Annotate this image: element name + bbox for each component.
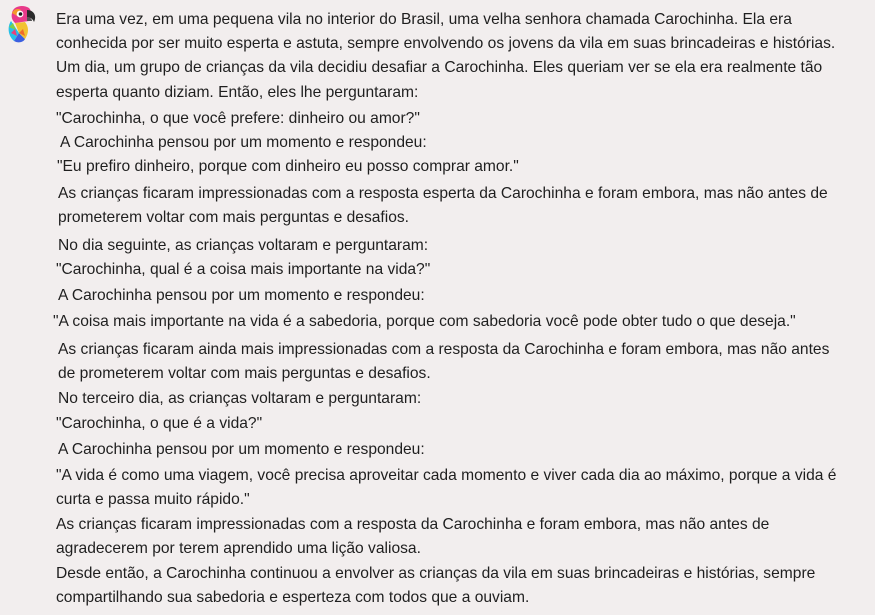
message-paragraph — [56, 513, 769, 561]
message-line: As crianças ficaram impressionadas com a resposta esperta da Carochinha e foram embora, mas não antes de — [58, 185, 828, 202]
message-line: "Carochinha, qual é a coisa mais importante na vida?" — [56, 261, 431, 278]
message-line: A Carochinha pensou por um momento e respondeu: — [58, 287, 425, 304]
message-paragraph — [58, 182, 828, 230]
message-line: agradecerem por terem aprendido uma lição valiosa. — [56, 540, 421, 558]
message-paragraph — [58, 338, 829, 386]
message-line: A Carochinha pensou por um momento e respondeu: — [60, 134, 427, 151]
message-line: "Carochinha, o que você prefere: dinheiro ou amor?" — [56, 110, 420, 127]
message-line: Era uma vez, em uma pequena vila no interior do Brasil, uma velha senhora chamada Carochinha. Ela era — [56, 11, 792, 28]
message-line: No dia seguinte, as crianças voltaram e perguntaram: — [58, 237, 429, 254]
message-line: "Carochinha, o que é a vida?" — [56, 415, 263, 432]
message-line: de prometerem voltar com mais perguntas e desafios. — [58, 365, 431, 383]
message-paragraph — [58, 234, 428, 258]
message-paragraph — [56, 562, 815, 610]
message-paragraph — [56, 412, 262, 436]
message-paragraph — [56, 8, 835, 105]
message-paragraph — [56, 464, 836, 512]
message-line: curta e passa muito rápido." — [56, 491, 250, 509]
message-paragraph — [56, 258, 430, 282]
message-line: Um dia, um grupo de crianças da vila decidiu desafiar a Carochinha. Eles queriam ver se ela era realmente tão — [56, 59, 823, 77]
message-paragraph — [57, 155, 519, 179]
message-paragraph — [56, 107, 420, 131]
message-line: Desde então, a Carochinha continuou a envolver as crianças da vila em suas brincadeiras e histórias, sempre — [56, 565, 816, 582]
message-line: No terceiro dia, as crianças voltaram e perguntaram: — [58, 390, 422, 407]
message-line: prometerem voltar com mais perguntas e desafios. — [58, 209, 410, 227]
message-paragraph — [60, 131, 427, 155]
message-line: As crianças ficaram ainda mais impressionadas com a resposta da Carochinha e foram embora, mas não antes — [58, 341, 830, 358]
message-line: "A coisa mais importante na vida é a sabedoria, porque com sabedoria você pode obter tudo o que deseja." — [53, 313, 796, 330]
message-paragraph — [58, 387, 421, 411]
message-line: esperta quanto diziam. Então, eles lhe perguntaram: — [56, 83, 419, 101]
message-paragraph — [53, 310, 796, 334]
message-line: "Eu prefiro dinheiro, porque com dinheiro eu posso comprar amor." — [57, 158, 519, 175]
message-line: A Carochinha pensou por um momento e respondeu: — [58, 441, 425, 458]
message-line: compartilhando sua sabedoria e esperteza com todos que a ouviam. — [56, 589, 530, 607]
message-paragraph — [58, 438, 425, 462]
message-line: As crianças ficaram impressionadas com a resposta da Carochinha e foram embora, mas não antes de — [56, 516, 770, 533]
message-line: "A vida é como uma viagem, você precisa aproveitar cada momento e viver cada dia ao máximo, porque a vida é — [56, 467, 837, 484]
message-paragraph — [58, 284, 425, 308]
message-line: conhecida por ser muito esperta e astuta, sempre envolvendo os jovens da vila em suas brincadeiras e histórias. — [56, 35, 836, 53]
